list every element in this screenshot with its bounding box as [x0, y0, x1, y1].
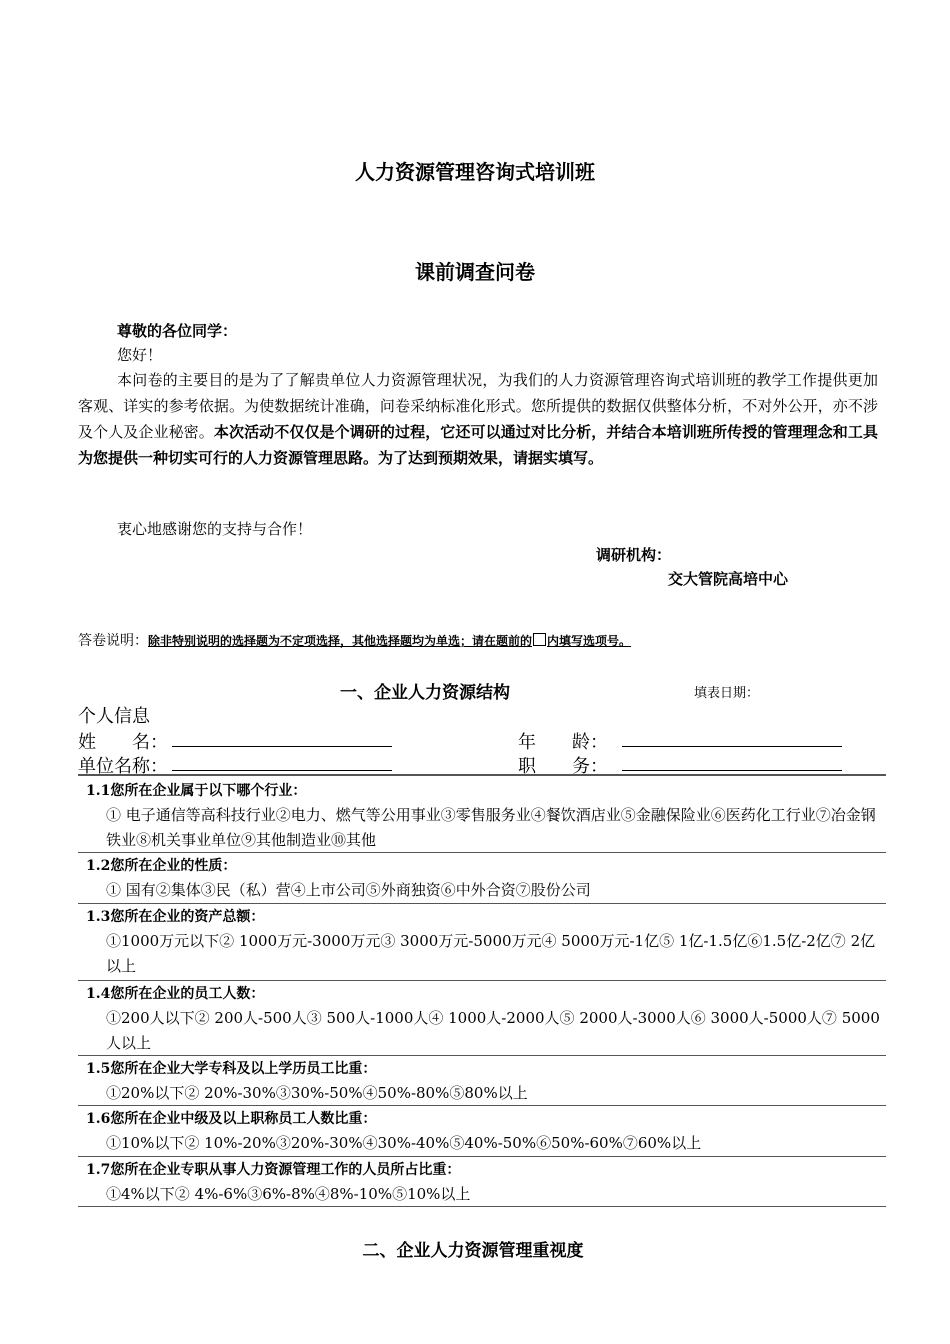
intro-paragraph	[78, 367, 878, 471]
question-options: ①200人以下② 200人-500人③ 500人-1000人④ 1000人-2000人⑤ 2000人-3000人⑥ 3000人-5000人⑦ 5000人以上	[106, 1009, 880, 1052]
instructions-label: 答卷说明：	[78, 633, 148, 649]
divider	[78, 852, 886, 853]
age-label: 年 龄：	[518, 732, 608, 753]
divider	[78, 1105, 886, 1106]
question-1-2	[86, 854, 886, 903]
intro-paragraph-bold: 本次活动不仅仅是个调研的过程，它还可以通过对比分析，并结合本培训班所传授的管理理念和工具为您提供一种切实可行的人力资源管理思路。为了达到预期效果，请据实填写。	[78, 423, 878, 467]
question-1-5	[86, 1057, 886, 1106]
instructions	[78, 630, 631, 650]
fill-date-label: 填表日期：	[694, 686, 760, 701]
question-options: ①1000万元以下② 1000万元-3000万元③ 3000万元-5000万元④ 5000万元-1亿⑤ 1亿-1.5亿⑥1.5亿-2亿⑦ 2亿以上	[106, 932, 876, 975]
position-field[interactable]	[622, 770, 842, 771]
divider	[78, 1055, 886, 1056]
question-title: 1.5您所在企业大学专科及以上学历员工比重：	[86, 1061, 377, 1077]
thanks-line: 衷心地感谢您的支持与合作！	[117, 520, 313, 538]
question-options: ①10%以下② 10%-20%③20%-30%④30%-40%⑤40%-50%⑥50%-60%⑦60%以上	[106, 1134, 702, 1152]
divider	[78, 774, 886, 776]
greeting: 您好！	[117, 346, 163, 364]
question-title: 1.2您所在企业的性质：	[86, 858, 237, 874]
salutation: 尊敬的各位同学：	[117, 322, 238, 340]
personal-info-heading: 个人信息	[78, 706, 150, 727]
question-title: 1.4您所在企业的员工人数：	[86, 986, 265, 1002]
company-field[interactable]	[172, 770, 392, 771]
question-options: ① 电子通信等高科技行业②电力、燃气等公用事业③零售服务业④餐饮酒店业⑤金融保险业⑥医药化工行业⑦冶金钢铁业⑧机关事业单位⑨其他制造业⑩其他	[106, 806, 876, 849]
question-1-6	[86, 1107, 886, 1156]
name-field[interactable]	[172, 746, 392, 747]
divider	[78, 1206, 886, 1207]
org-name: 交大管院高培中心	[668, 570, 789, 588]
question-1-3	[86, 905, 886, 979]
section2-title: 二、企业人力资源管理重视度	[362, 1241, 584, 1261]
age-field[interactable]	[622, 746, 842, 747]
intro-paragraph-normal: 本问卷的主要目的是为了了解贵单位人力资源管理状况，为我们的人力资源管理咨询式培训班的教学工作提供更加客观、详实的参考依据。为使数据统计准确，问卷采纳标准化形式。您所提供的数据仅供整体分析，不对外公开，亦不涉及个人及企业秘密。	[78, 371, 878, 441]
divider	[78, 903, 886, 904]
instructions-text: 除非特别说明的选择题为不定项选择，其他选择题均为单选；请在题前的 内填写选项号。	[148, 634, 632, 648]
divider	[78, 1156, 886, 1157]
document-subtitle: 课前调查问卷	[415, 260, 535, 284]
question-1-4	[86, 982, 886, 1056]
name-label: 姓 名：	[78, 732, 168, 753]
position-label: 职 务：	[518, 756, 608, 777]
question-title: 1.7您所在企业专职从事人力资源管理工作的人员所占比重：	[86, 1162, 461, 1178]
question-title: 1.6您所在企业中级及以上职称员工人数比重：	[86, 1111, 377, 1127]
divider	[78, 980, 886, 981]
question-title: 1.3您所在企业的资产总额：	[86, 909, 265, 925]
question-options: ①4%以下② 4%-6%③6%-8%④8%-10%⑤10%以上	[106, 1185, 471, 1203]
checkbox-square-icon	[533, 633, 546, 646]
question-title: 1.1您所在企业属于以下哪个行业：	[86, 783, 307, 799]
question-options: ①20%以下② 20%-30%③30%-50%④50%-80%⑤80%以上	[106, 1084, 528, 1102]
company-label: 单位名称：	[78, 756, 168, 777]
org-label: 调研机构：	[596, 546, 672, 564]
document-title: 人力资源管理咨询式培训班	[355, 160, 595, 184]
section1-title: 一、企业人力资源结构	[340, 683, 510, 703]
question-1-1	[86, 779, 886, 853]
question-1-7	[86, 1158, 886, 1207]
question-options: ① 国有②集体③民（私）营④上市公司⑤外商独资⑥中外合资⑦股份公司	[106, 881, 591, 899]
